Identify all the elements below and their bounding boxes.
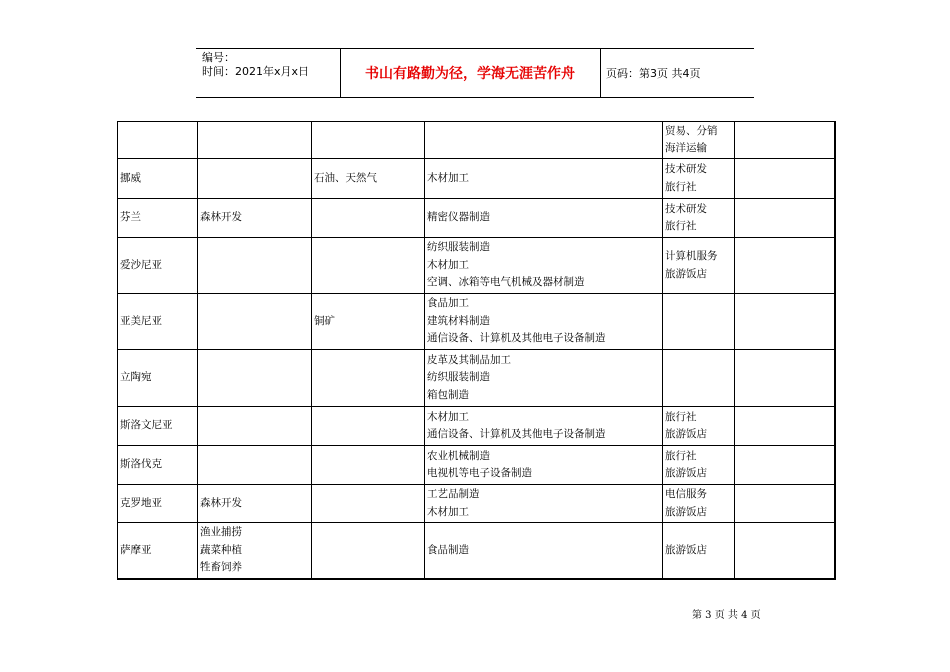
primary-industry-cell: 森林开发	[198, 485, 312, 523]
service-cell: 电信服务 旅游饭店	[663, 485, 735, 523]
table-row	[118, 122, 835, 159]
header-divider	[600, 49, 601, 97]
country-cell: 斯洛文尼亚	[118, 407, 198, 446]
extra-cell	[735, 199, 835, 238]
manufacturing-cell: 木材加工	[425, 159, 663, 199]
resource-cell	[312, 446, 425, 485]
primary-industry-cell	[198, 159, 312, 199]
time-label: 时间：2021年x月x日	[202, 65, 310, 78]
service-cell: 旅游饭店	[663, 523, 735, 579]
number-label: 编号：	[202, 51, 235, 64]
primary-industry-cell: 森林开发	[198, 199, 312, 238]
country-cell: 挪威	[118, 159, 198, 199]
extra-cell	[735, 159, 835, 199]
extra-cell	[735, 407, 835, 446]
extra-cell	[735, 238, 835, 294]
country-cell: 立陶宛	[118, 350, 198, 407]
resource-cell	[312, 523, 425, 579]
resource-cell	[312, 199, 425, 238]
resource-cell	[312, 407, 425, 446]
extra-cell	[735, 294, 835, 350]
manufacturing-cell: 木材加工 通信设备、计算机及其他电子设备制造	[425, 407, 663, 446]
header-motto: 书山有路勤为径，学海无涯苦作舟	[365, 66, 575, 82]
primary-industry-cell: 渔业捕捞 蔬菜种植 牲畜饲养	[198, 523, 312, 579]
country-cell: 芬兰	[118, 199, 198, 238]
primary-industry-cell	[198, 294, 312, 350]
manufacturing-cell: 精密仪器制造	[425, 199, 663, 238]
manufacturing-cell: 农业机械制造 电视机等电子设备制造	[425, 446, 663, 485]
country-cell: 克罗地亚	[118, 485, 198, 523]
resource-cell: 铜矿	[312, 294, 425, 350]
country-cell: 萨摩亚	[118, 523, 198, 579]
extra-cell	[735, 523, 835, 579]
country-cell: 亚美尼亚	[118, 294, 198, 350]
service-cell: 计算机服务 旅游饭店	[663, 238, 735, 294]
page-footer: 第 3 页 共 4 页	[692, 610, 761, 621]
table-row	[118, 407, 835, 446]
table-row	[118, 159, 835, 199]
manufacturing-cell: 食品加工 建筑材料制造 通信设备、计算机及其他电子设备制造	[425, 294, 663, 350]
header-meta	[202, 51, 309, 79]
table-row	[118, 446, 835, 485]
service-cell: 旅行社 旅游饭店	[663, 446, 735, 485]
service-cell	[663, 294, 735, 350]
resource-cell	[312, 122, 425, 159]
extra-cell	[735, 350, 835, 407]
service-cell	[663, 350, 735, 407]
service-cell: 贸易、分销 海洋运输	[663, 122, 735, 159]
industry-table	[117, 121, 836, 580]
header-page-info: 页码：第3页 共4页	[606, 67, 701, 80]
resource-cell	[312, 485, 425, 523]
country-cell: 斯洛伐克	[118, 446, 198, 485]
service-cell: 旅行社 旅游饭店	[663, 407, 735, 446]
table-row	[118, 523, 835, 579]
primary-industry-cell	[198, 446, 312, 485]
manufacturing-cell: 皮革及其制品加工 纺织服装制造 箱包制造	[425, 350, 663, 407]
resource-cell: 石油、天然气	[312, 159, 425, 199]
resource-cell	[312, 350, 425, 407]
table-row	[118, 238, 835, 294]
extra-cell	[735, 446, 835, 485]
primary-industry-cell	[198, 238, 312, 294]
primary-industry-cell	[198, 407, 312, 446]
extra-cell	[735, 485, 835, 523]
manufacturing-cell	[425, 122, 663, 159]
resource-cell	[312, 238, 425, 294]
manufacturing-cell: 工艺品制造 木材加工	[425, 485, 663, 523]
manufacturing-cell: 食品制造	[425, 523, 663, 579]
primary-industry-cell	[198, 122, 312, 159]
extra-cell	[735, 122, 835, 159]
table-row	[118, 294, 835, 350]
table-row	[118, 350, 835, 407]
manufacturing-cell: 纺织服装制造 木材加工 空调、冰箱等电气机械及器材制造	[425, 238, 663, 294]
primary-industry-cell	[198, 350, 312, 407]
page-header	[196, 48, 754, 98]
country-cell: 爱沙尼亚	[118, 238, 198, 294]
service-cell: 技术研发 旅行社	[663, 159, 735, 199]
table-row	[118, 199, 835, 238]
table-row	[118, 485, 835, 523]
service-cell: 技术研发 旅行社	[663, 199, 735, 238]
country-cell	[118, 122, 198, 159]
